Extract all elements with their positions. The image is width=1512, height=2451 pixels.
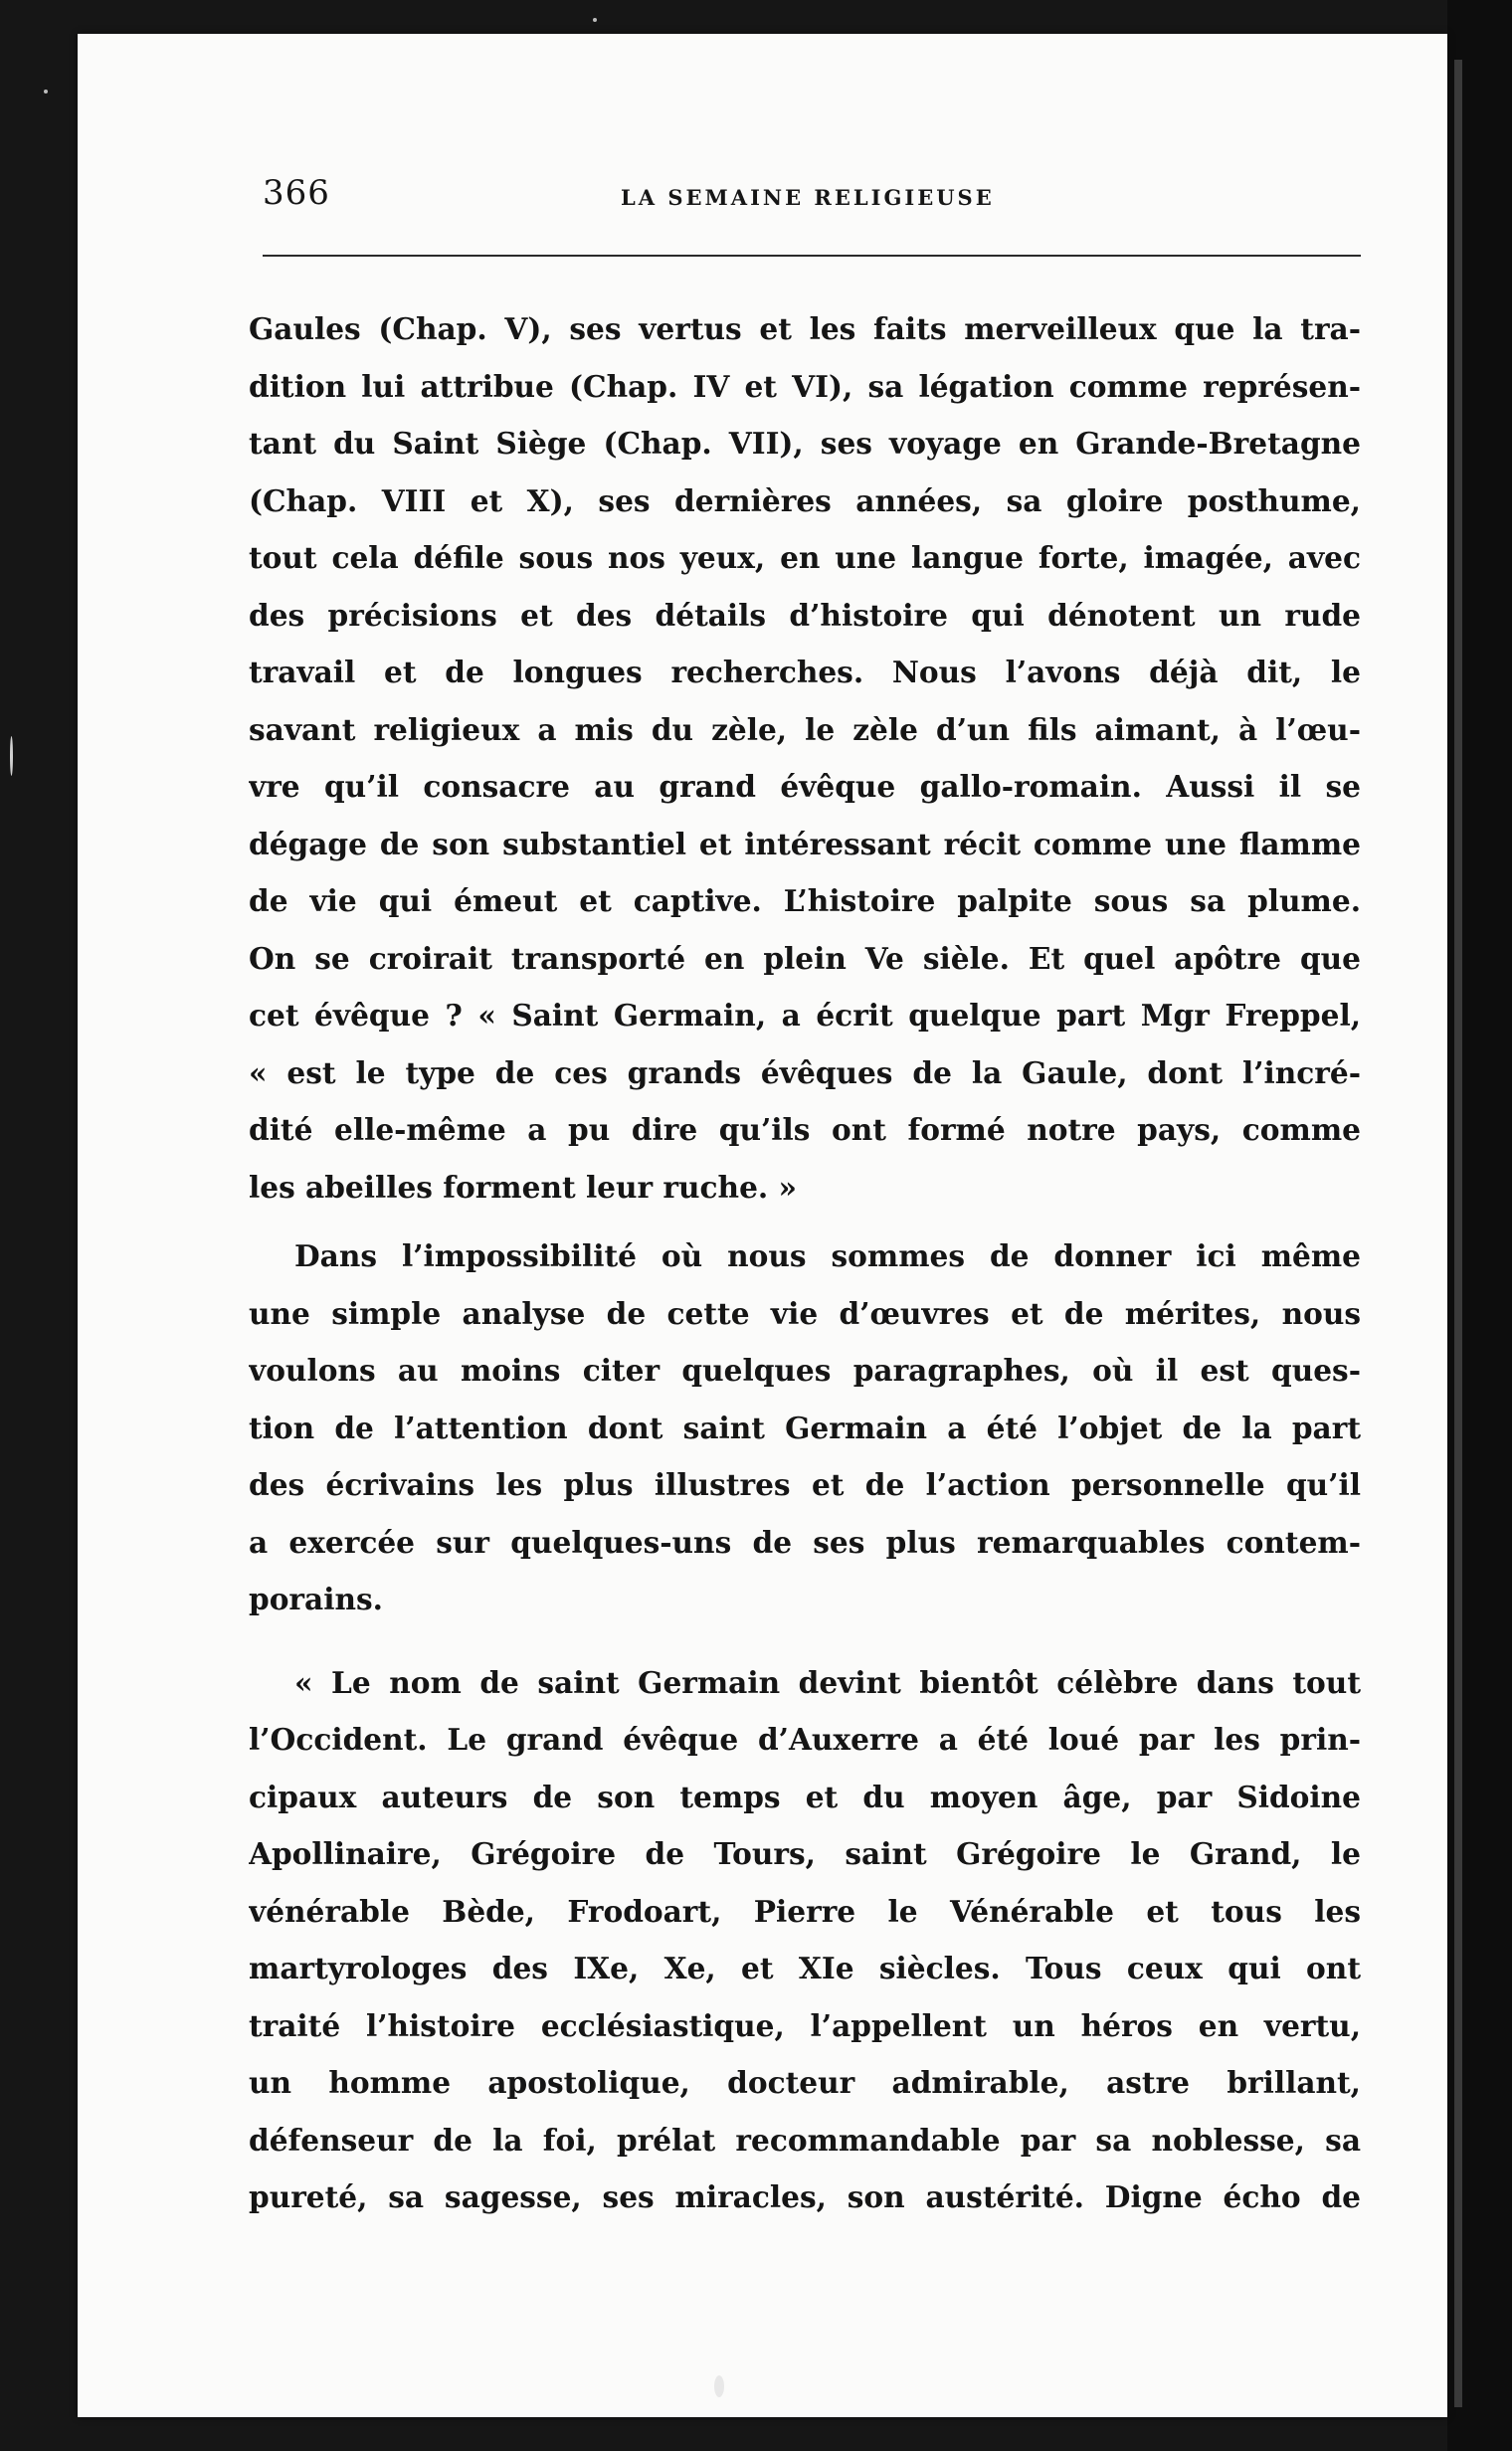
- text-line: un homme apostolique, docteur admirable, astre brillant,: [249, 2065, 1361, 2100]
- scan-speck: [593, 18, 597, 22]
- text-line: a exercée sur quelques-uns de ses plus remarquables contem-: [249, 1524, 1361, 1560]
- paragraph-3: [249, 1654, 1361, 2226]
- text-line: des écrivains les plus illustres et de l’action personnelle qu’il: [249, 1467, 1361, 1502]
- text-line: martyrologes des IXe, Xe, et XIe siècles. Tous ceux qui ont: [249, 1951, 1361, 1985]
- running-title: LA SEMAINE RELIGIEUSE: [621, 185, 995, 210]
- text-line: tant du Saint Siège (Chap. VII), ses voyage en Grande-Bretagne: [249, 426, 1361, 461]
- text-line: travail et de longues recherches. Nous l’avons déjà dit, le: [249, 655, 1361, 689]
- paragraph-gap: [249, 1216, 1361, 1227]
- text-line: pureté, sa sagesse, ses miracles, son austérité. Digne écho de: [249, 2179, 1361, 2214]
- page-header: [263, 169, 1363, 229]
- scan-speck: [44, 90, 48, 94]
- text-line: « est le type de ces grands évêques de la Gaule, dont l’incré-: [249, 1054, 1361, 1090]
- text-line: cipaux auteurs de son temps et du moyen âge, par Sidoine: [249, 1779, 1361, 1814]
- text-line: Dans l’impossibilité où nous sommes de donner ici même: [294, 1238, 1361, 1273]
- text-line: tion de l’attention dont saint Germain a été l’objet de la part: [249, 1410, 1361, 1445]
- paragraph-gap: [249, 1628, 1361, 1654]
- text-line: cet évêque ? « Saint Germain, a écrit quelque part Mgr Freppel,: [249, 998, 1361, 1033]
- text-line: dégage de son substantiel et intéressant récit comme une flamme: [249, 826, 1361, 861]
- text-line: porains.: [249, 1582, 383, 1616]
- paragraph-1: [249, 300, 1361, 1216]
- header-rule: [263, 255, 1361, 257]
- body-text: [249, 300, 1361, 2226]
- text-line: une simple analyse de cette vie d’œuvres et de mérites, nous: [249, 1295, 1361, 1331]
- text-line: Apollinaire, Grégoire de Tours, saint Grégoire le Grand, le: [249, 1836, 1361, 1871]
- text-line: (Chap. VIII et X), ses dernières années, sa gloire posthume,: [249, 482, 1361, 518]
- paragraph-2: [249, 1227, 1361, 1628]
- text-line: les abeilles forment leur ruche. »: [249, 1169, 797, 1205]
- scan-speck: [714, 2375, 724, 2397]
- scan-speck: [10, 736, 13, 776]
- text-line: l’Occident. Le grand évêque d’Auxerre a été loué par les prin-: [249, 1722, 1361, 1757]
- text-line: dité elle-même a pu dire qu’ils ont formé notre pays, comme: [249, 1112, 1361, 1147]
- adjacent-page-edge: [1454, 60, 1462, 2407]
- text-line: On se croirait transporté en plein Ve sièle. Et quel apôtre que: [249, 940, 1361, 976]
- text-line: vénérable Bède, Frodoart, Pierre le Vénérable et tous les: [249, 1893, 1361, 1929]
- text-line: dition lui attribue (Chap. IV et VI), sa légation comme représen-: [249, 368, 1361, 404]
- text-line: défenseur de la foi, prélat recommandable par sa noblesse, sa: [249, 2122, 1361, 2158]
- text-line: voulons au moins citer quelques paragraphes, où il est ques-: [249, 1353, 1361, 1388]
- text-line: de vie qui émeut et captive. L’histoire palpite sous sa plume.: [249, 883, 1361, 918]
- text-line: « Le nom de saint Germain devint bientôt célèbre dans tout: [294, 1664, 1361, 1700]
- text-line: des précisions et des détails d’histoire qui dénotent un rude: [249, 597, 1361, 633]
- text-line: traité l’histoire ecclésiastique, l’appellent un héros en vertu,: [249, 2007, 1361, 2043]
- text-line: tout cela défile sous nos yeux, en une langue forte, imagée, avec: [249, 540, 1361, 575]
- text-line: vre qu’il consacre au grand évêque gallo-romain. Aussi il se: [249, 769, 1361, 804]
- text-line: Gaules (Chap. V), ses vertus et les faits merveilleux que la tra-: [249, 311, 1361, 346]
- text-line: savant religieux a mis du zèle, le zèle d’un fils aimant, à l’œu-: [249, 711, 1361, 747]
- page-number: 366: [263, 173, 330, 213]
